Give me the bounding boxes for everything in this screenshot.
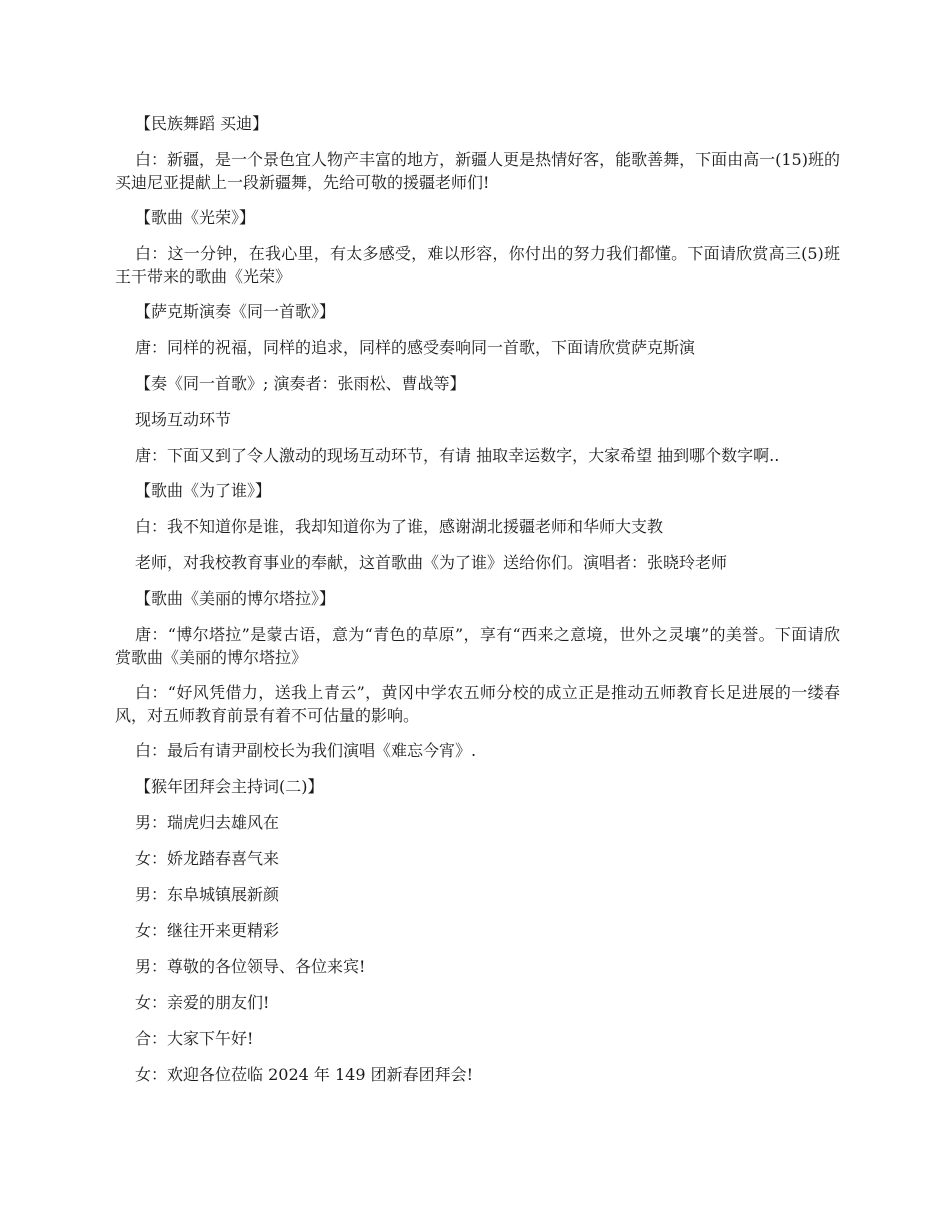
dialogue-line: 女：亲爱的朋友们! bbox=[135, 993, 270, 1012]
section-heading: 【歌曲《光荣》】 bbox=[135, 208, 256, 227]
paragraph: 白：新疆，是一个景色宜人物产丰富的地方，新疆人更是热情好客，能歌善舞，下面由高一(15)班的买迪尼亚提献上一段新疆舞，先给可敬的援疆老师们! bbox=[115, 150, 840, 192]
section-heading: 【猴年团拜会主持词(二)】 bbox=[135, 777, 324, 796]
section-heading: 【萨克斯演奏《同一首歌》】 bbox=[135, 302, 336, 321]
paragraph: 唐：“博尔塔拉”是蒙古语，意为“青色的草原”，享有“西来之意境，世外之灵壤”的美誉。下面请欣赏歌曲《美丽的博尔塔拉》 bbox=[115, 625, 840, 667]
dialogue-line: 男：瑞虎归去雄风在 bbox=[135, 813, 280, 832]
paragraph: 白：我不知道你是谁，我却知道你为了谁，感谢湖北援疆老师和华师大支教 bbox=[135, 517, 664, 536]
paragraph: 唐：同样的祝福，同样的追求，同样的感受奏响同一首歌，下面请欣赏萨克斯演 bbox=[135, 338, 696, 357]
section-heading: 现场互动环节 bbox=[135, 410, 232, 429]
paragraph: 白：最后有请尹副校长为我们演唱《难忘今宵》. bbox=[135, 741, 477, 760]
dialogue-line: 男：尊敬的各位领导、各位来宾! bbox=[135, 957, 366, 976]
section-heading: 【民族舞蹈 买迪】 bbox=[135, 114, 269, 133]
dialogue-line: 女：继往开来更精彩 bbox=[135, 921, 280, 940]
paragraph: 白：“好风凭借力，送我上青云”，黄冈中学农五师分校的成立正是推动五师教育长足进展的一缕春风，对五师教育前景有着不可估量的影响。 bbox=[115, 683, 840, 725]
paragraph: 白：这一分钟，在我心里，有太多感受，难以形容，你付出的努力我们都懂。下面请欣赏高三(5)班王干带来的歌曲《光荣》 bbox=[115, 244, 840, 286]
section-heading: 【歌曲《为了谁》】 bbox=[135, 481, 272, 500]
section-heading: 【歌曲《美丽的博尔塔拉》】 bbox=[135, 589, 336, 608]
paragraph: 老师，对我校教育事业的奉献，这首歌曲《为了谁》送给你们。演唱者：张晓玲老师 bbox=[135, 553, 728, 572]
section-heading: 【奏《同一首歌》; 演奏者：张雨松、曹战等】 bbox=[135, 374, 466, 393]
dialogue-line: 女：娇龙踏春喜气来 bbox=[135, 849, 280, 868]
document-body bbox=[115, 112, 840, 1099]
dialogue-line: 女：欢迎各位莅临 2024 年 149 团新春团拜会! bbox=[135, 1065, 474, 1084]
dialogue-line: 男：东阜城镇展新颜 bbox=[135, 885, 280, 904]
dialogue-line: 合：大家下午好! bbox=[135, 1029, 254, 1048]
paragraph: 唐：下面又到了令人激动的现场互动环节，有请 抽取幸运数字，大家希望 抽到哪个数字啊.. bbox=[135, 446, 780, 465]
